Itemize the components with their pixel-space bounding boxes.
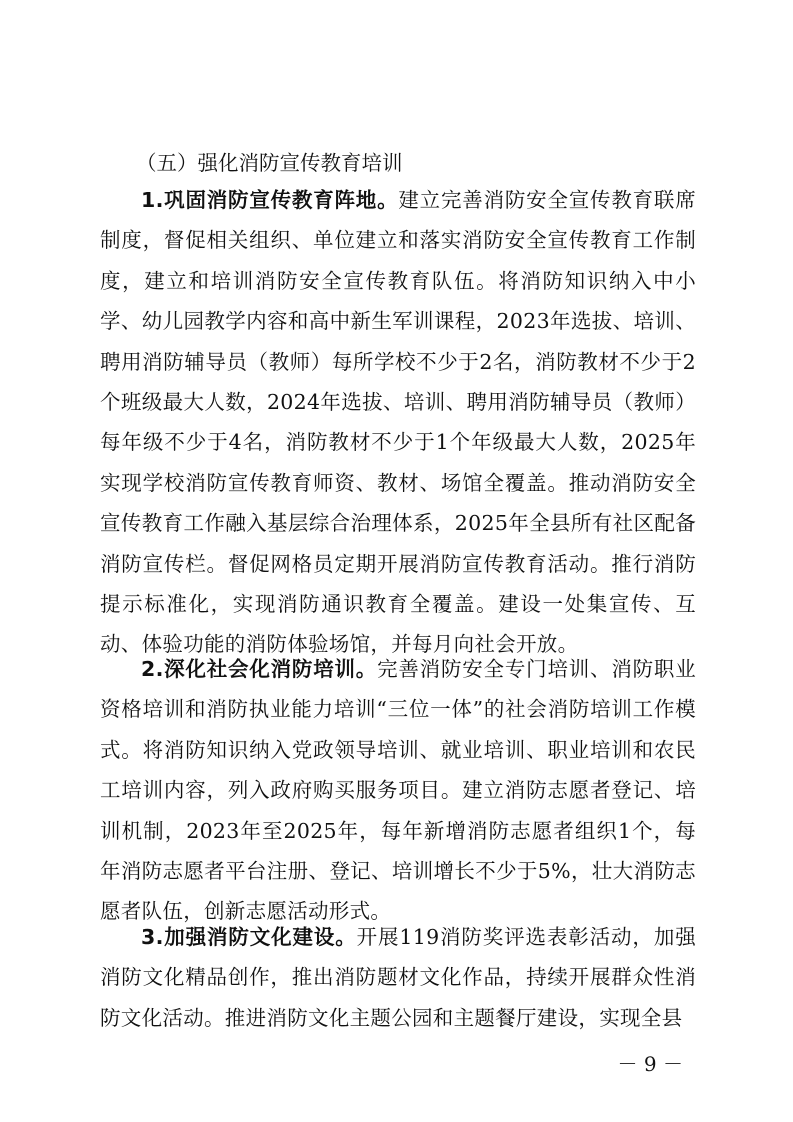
paragraph-1 — [100, 180, 696, 665]
paragraph-1-body: 建立完善消防安全宣传教育联席制度，督促相关组织、单位建立和落实消防安全宣传教育工作制度，建立和培训消防安全宣传教育队伍。将消防知识纳入中小学、幼儿园教学内容和高中新生军训课程，2023年选拔、培训、聘用消防辅导员（教师）每所学校不少于2名，消防教材不少于2个班级最大人数，2024年选拔、培训、聘用消防辅导员（教师）每年级不少于4名，消防教材不少于1个年级最大人数，2025年实现学校消防宣传教育师资、教材、场馆全覆盖。推动消防安全宣传教育工作融入基层综合治理体系，2025年全县所有社区配备消防宣传栏。督促网格员定期开展消防宣传教育活动。推行消防提示标准化，实现消防通识教育全覆盖。建设一处集宣传、互动、体验功能的消防体验场馆，并每月向社会开放。 — [100, 188, 697, 657]
paragraph-3-lead: 3.加强消防文化建设。 — [141, 925, 357, 949]
paragraph-2 — [100, 649, 696, 932]
page-number: － 9 － — [617, 1052, 683, 1076]
paragraph-2-lead: 2.深化社会化消防培训。 — [141, 657, 378, 681]
paragraph-1-lead: 1.巩固消防宣传教育阵地。 — [141, 188, 399, 212]
paragraph-3 — [100, 917, 696, 1038]
paragraph-2-body: 完善消防安全专门培训、消防职业资格培训和消防执业能力培训“三位一体”的社会消防培训工作模式。将消防知识纳入党政领导培训、就业培训、职业培训和农民工培训内容，列入政府购买服务项目。建立消防志愿者登记、培训机制，2023年至2025年，每年新增消防志愿者组织1个，每年消防志愿者平台注册、登记、培训增长不少于5%，壮大消防志愿者队伍，创新志愿活动形式。 — [100, 657, 697, 924]
section-heading: （五）强化消防宣传教育培训 — [136, 151, 403, 175]
paragraph-3-body: 开展119消防奖评选表彰活动，加强消防文化精品创作，推出消防题材文化作品，持续开展群众性消防文化活动。推进消防文化主题公园和主题餐厅建设，实现全县 — [100, 925, 696, 1030]
